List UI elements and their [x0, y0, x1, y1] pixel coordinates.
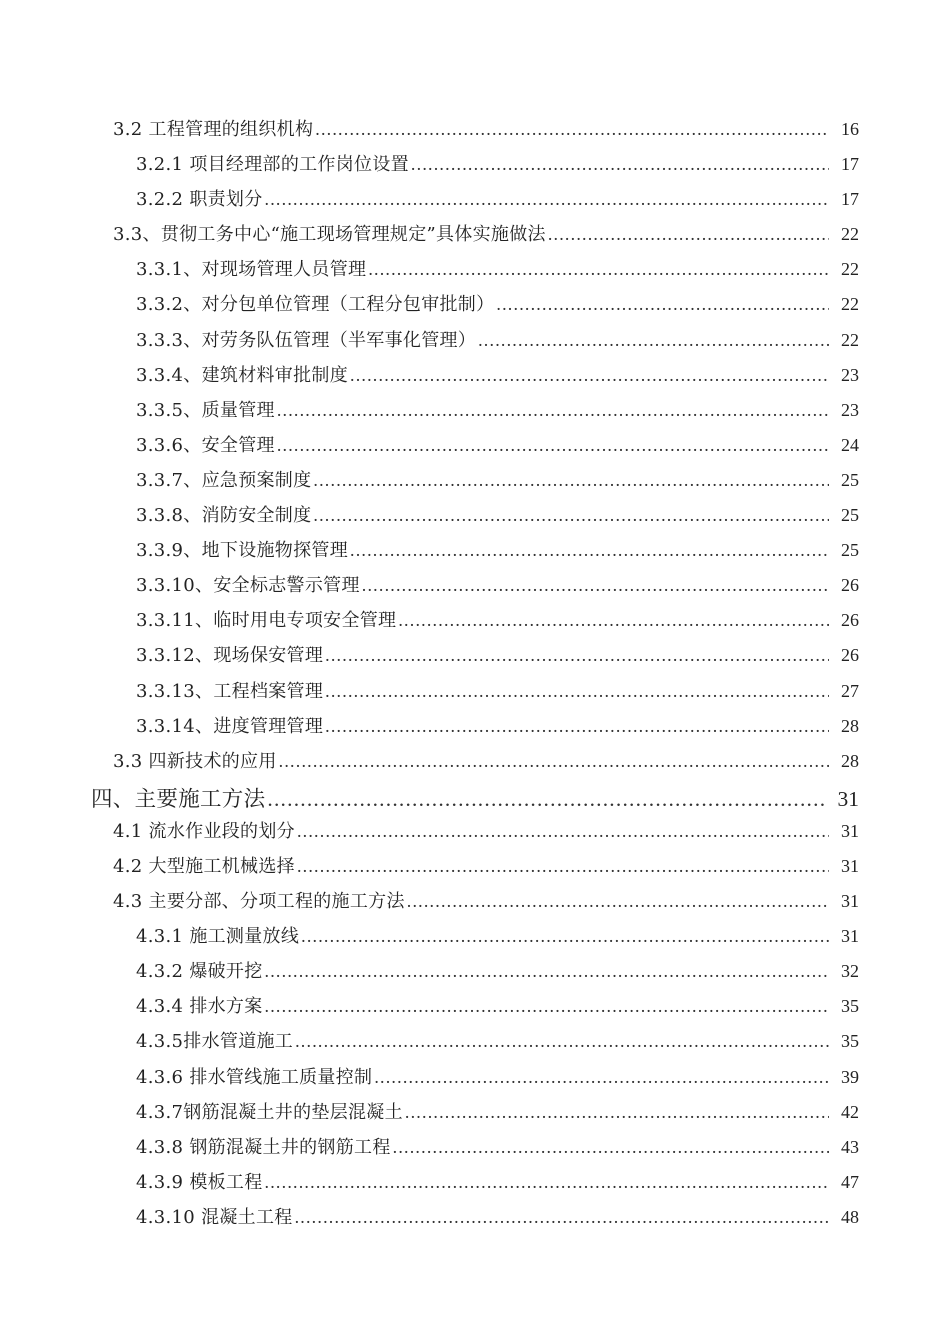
toc-entry-label: 3.2.2 职责划分: [136, 189, 263, 211]
toc-page-number: 25: [841, 540, 859, 561]
toc-page-number: 27: [841, 680, 859, 701]
dot-leader: [295, 1031, 829, 1052]
dot-leader: [405, 1102, 829, 1123]
toc-entry-label: 3.3.7、应急预案制度: [136, 469, 312, 491]
toc-entry[interactable]: [0, 606, 950, 641]
toc-page-number: 31: [841, 926, 859, 947]
toc-page-number: 16: [841, 119, 859, 139]
toc-page-number: 25: [841, 469, 859, 490]
dot-leader: [265, 996, 829, 1017]
toc-entry-label: 四、主要施工方法: [91, 786, 266, 812]
toc-entry-label: 4.3.4 排水方案: [136, 996, 263, 1018]
toc-entry-label: 3.3.11、临时用电专项安全管理: [136, 610, 397, 632]
toc-entry[interactable]: [0, 817, 950, 852]
dot-leader: [297, 856, 829, 877]
toc-page-number: 25: [841, 505, 859, 526]
toc-page-number: 26: [841, 575, 859, 596]
dot-leader: [277, 435, 829, 456]
toc-entry[interactable]: [0, 326, 950, 361]
toc-entry-label: 4.2 大型施工机械选择: [113, 855, 295, 877]
dot-leader: [267, 787, 827, 812]
toc-entry[interactable]: [0, 641, 950, 676]
toc-entry-label: 3.3.12、现场保安管理: [136, 645, 324, 667]
toc-entry[interactable]: [0, 1203, 950, 1238]
dot-leader: [362, 575, 829, 596]
dot-leader: [297, 821, 829, 842]
toc-entry[interactable]: [0, 1063, 950, 1098]
toc-page-number: 32: [841, 961, 859, 982]
toc-entry-label: 4.3.2 爆破开挖: [136, 961, 263, 983]
dot-leader: [301, 926, 829, 947]
toc-page-number: 28: [841, 715, 859, 736]
toc-page-number: 22: [841, 224, 859, 245]
toc-entry-label: 4.3 主要分部、分项工程的施工方法: [113, 891, 405, 913]
toc-entry-label: 3.3.3、对劳务队伍管理（半军事化管理）: [136, 329, 477, 351]
toc-page-number: 47: [841, 1171, 859, 1192]
dot-leader: [325, 716, 829, 737]
dot-leader: [295, 1207, 829, 1228]
dot-leader: [277, 400, 829, 421]
toc-entry-label: 3.3 四新技术的应用: [113, 750, 277, 772]
toc-entry[interactable]: [0, 992, 950, 1027]
toc-entry-label: 3.3.10、安全标志警示管理: [136, 575, 360, 597]
toc-entry-label: 3.3.14、进度管理管理: [136, 715, 324, 737]
dot-leader: [374, 1067, 829, 1088]
toc-page-number: 31: [841, 855, 859, 876]
toc-page-number: 28: [841, 750, 859, 771]
toc-page-number: 26: [841, 645, 859, 666]
toc-page-number: 17: [841, 189, 859, 210]
dot-leader: [478, 330, 829, 351]
toc-entry[interactable]: [0, 150, 950, 185]
dot-leader: [265, 961, 829, 982]
toc-entry-label: 3.3.5、质量管理: [136, 399, 275, 421]
toc-entry-label: 3.3.2、对分包单位管理（工程分包审批制）: [136, 294, 495, 316]
toc-entry[interactable]: [0, 922, 950, 957]
toc-entry[interactable]: [0, 361, 950, 396]
toc-entry[interactable]: [0, 957, 950, 992]
dot-leader: [265, 189, 829, 210]
toc-page-number: 17: [841, 154, 859, 175]
toc-entry[interactable]: [0, 852, 950, 887]
toc-entry[interactable]: [0, 1027, 950, 1062]
toc-entry[interactable]: [0, 185, 950, 220]
toc-entry[interactable]: [0, 501, 950, 536]
toc-page-number: 23: [841, 364, 859, 385]
table-of-contents: [0, 115, 950, 1238]
toc-entry-label: 3.3.13、工程档案管理: [136, 680, 324, 702]
toc-page-number: 35: [841, 1031, 859, 1052]
toc-page-number: 42: [841, 1101, 859, 1122]
dot-leader: [398, 610, 829, 631]
toc-page-number: 31: [841, 891, 859, 912]
toc-entry[interactable]: [0, 712, 950, 747]
toc-entry[interactable]: [0, 571, 950, 606]
toc-entry-label: 3.3、贯彻工务中心“施工现场管理规定”具体实施做法: [113, 224, 546, 246]
toc-page-number: 24: [841, 434, 859, 455]
toc-entry[interactable]: [0, 431, 950, 466]
dot-leader: [350, 365, 829, 386]
dot-leader: [325, 645, 829, 666]
dot-leader: [313, 505, 829, 526]
toc-entry-label: 4.3.7钢筋混凝土井的垫层混凝土: [136, 1101, 403, 1123]
toc-entry[interactable]: [0, 466, 950, 501]
dot-leader: [325, 681, 829, 702]
dot-leader: [313, 470, 829, 491]
toc-page-number: 22: [841, 329, 859, 350]
dot-leader: [411, 154, 829, 175]
toc-page-number: 48: [841, 1206, 859, 1227]
toc-entry[interactable]: [0, 887, 950, 922]
toc-entry-label: 4.3.5排水管道施工: [136, 1031, 294, 1053]
dot-leader: [393, 1137, 829, 1158]
dot-leader: [350, 540, 829, 561]
toc-entry[interactable]: [0, 677, 950, 712]
toc-entry-label: 4.3.6 排水管线施工质量控制: [136, 1066, 373, 1088]
toc-entry[interactable]: [0, 1098, 950, 1133]
dot-leader: [315, 119, 829, 140]
dot-leader: [407, 891, 829, 912]
toc-entry-label: 3.3.4、建筑材料审批制度: [136, 364, 348, 386]
toc-entry[interactable]: [0, 220, 950, 255]
toc-entry[interactable]: [0, 747, 950, 782]
toc-entry-label: 4.1 流水作业段的划分: [113, 820, 295, 842]
toc-entry-label: 3.3.6、安全管理: [136, 434, 275, 456]
toc-entry-label: 3.2 工程管理的组织机构: [113, 119, 314, 140]
toc-page-number: 22: [841, 294, 859, 315]
toc-entry[interactable]: [0, 1133, 950, 1168]
toc-entry-label: 3.3.1、对现场管理人员管理: [136, 259, 367, 281]
dot-leader: [368, 259, 829, 280]
toc-page-number: 31: [837, 786, 859, 811]
toc-page-number: 39: [841, 1066, 859, 1087]
toc-page-number: 26: [841, 610, 859, 631]
toc-page-number: 35: [841, 996, 859, 1017]
toc-page-number: 22: [841, 259, 859, 280]
toc-entry-label: 4.3.9 模板工程: [136, 1171, 263, 1193]
toc-page-number: 43: [841, 1136, 859, 1157]
toc-entry-label: 4.3.8 钢筋混凝土井的钢筋工程: [136, 1136, 391, 1158]
toc-entry-label: 3.3.8、消防安全制度: [136, 505, 312, 527]
toc-page-number: 23: [841, 399, 859, 420]
toc-page-number: 31: [841, 820, 859, 841]
toc-entry[interactable]: [0, 396, 950, 431]
dot-leader: [265, 1172, 829, 1193]
toc-entry-label: 3.2.1 项目经理部的工作岗位设置: [136, 154, 409, 176]
dot-leader: [279, 751, 829, 772]
toc-entry[interactable]: [0, 255, 950, 290]
toc-entry-label: 3.3.9、地下设施物探管理: [136, 540, 348, 562]
toc-chapter-entry[interactable]: [0, 782, 950, 817]
toc-entry[interactable]: [0, 115, 950, 150]
toc-entry[interactable]: [0, 536, 950, 571]
dot-leader: [548, 224, 829, 245]
toc-entry[interactable]: [0, 1168, 950, 1203]
toc-entry-label: 4.3.1 施工测量放线: [136, 926, 300, 948]
toc-entry-label: 4.3.10 混凝土工程: [136, 1206, 293, 1228]
dot-leader: [496, 294, 829, 315]
toc-entry[interactable]: [0, 290, 950, 325]
